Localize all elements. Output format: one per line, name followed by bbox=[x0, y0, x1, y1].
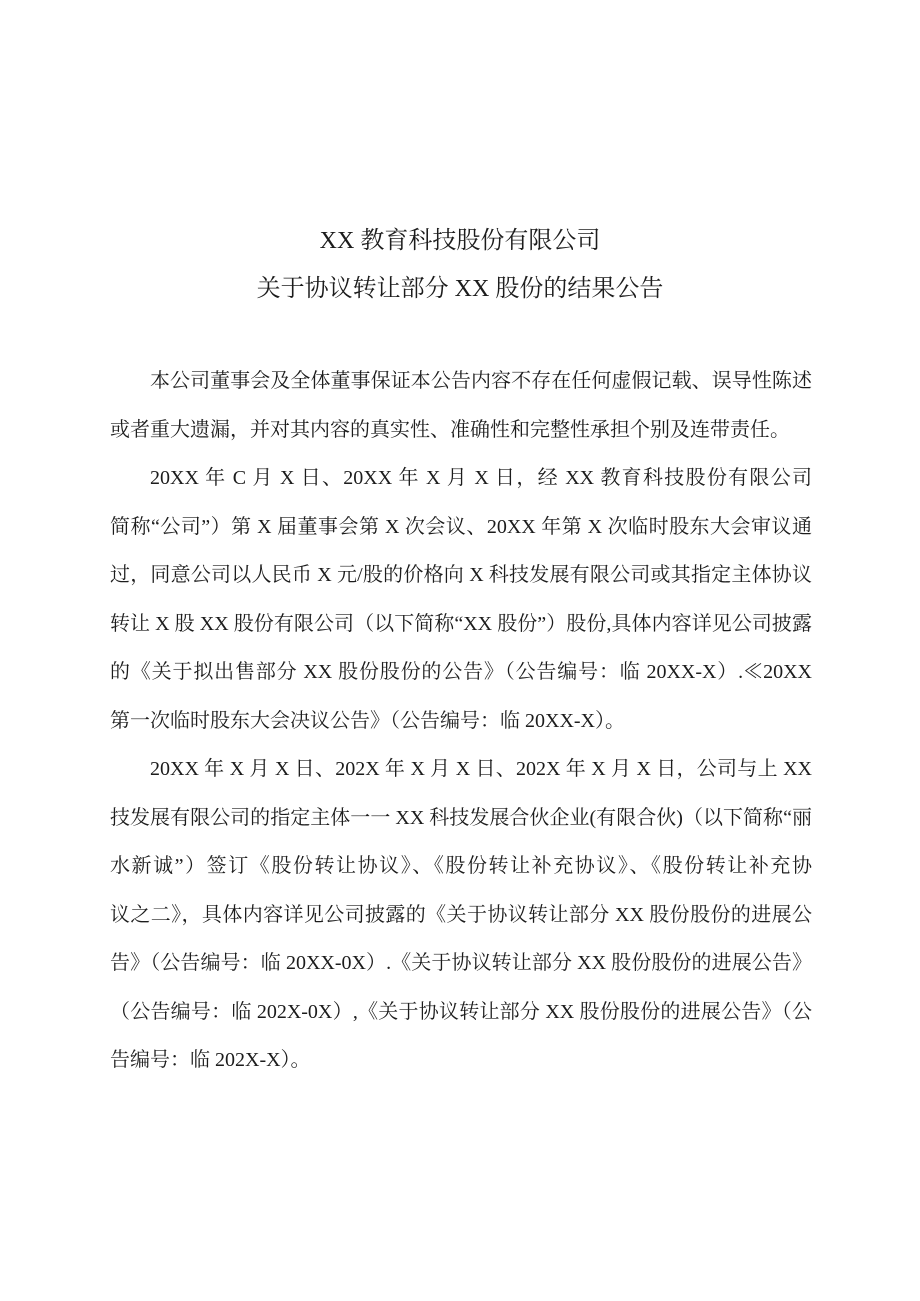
body-line: 20XX 年 C 月 X 日、20XX 年 X 月 X 日，经 XX 教育科技股份有限公司 bbox=[150, 467, 812, 489]
body-line: 议之二》，具体内容详见公司披露的《关于协议转让部分 XX 股份股份的进展公 bbox=[110, 903, 812, 926]
paragraph-background bbox=[110, 454, 812, 745]
body-line: 水新诚”）签订《股份转让协议》、《股份转让补充协议》、《股份转让补充协 bbox=[110, 855, 812, 877]
announcement-heading: 关于协议转让部分 XX 股份的结果公告 bbox=[256, 276, 664, 302]
body-line: 第一次临时股东大会决议公告》（公告编号：临 20XX-X）。 bbox=[110, 709, 625, 732]
paragraph-disclaimer bbox=[110, 357, 812, 454]
body-line: （公告编号：临 202X-0X）,《关于协议转让部分 XX 股份股份的进展公告》（公 bbox=[110, 1000, 812, 1023]
body-line: 本公司董事会及全体董事保证本公告内容不存在任何虚假记载、误导性陈述 bbox=[150, 370, 812, 392]
body-line: 技发展有限公司的指定主体一一 XX 科技发展合伙企业(有限合伙)（以下简称“丽 bbox=[110, 806, 812, 829]
document-body bbox=[110, 357, 812, 1085]
paragraph-agreements bbox=[110, 745, 812, 1085]
body-line: 或者重大遗漏，并对其内容的真实性、准确性和完整性承担个别及连带责任。 bbox=[110, 418, 790, 441]
body-line: 简称“公司”）第 X 届董事会第 X 次会议、20XX 年第 X 次临时股东大会审议通 bbox=[110, 515, 812, 538]
body-line: 过，同意公司以人民币 X 元/股的价格向 X 科技发展有限公司或其指定主体协议 bbox=[110, 564, 812, 586]
company-name-heading: XX 教育科技股份有限公司 bbox=[319, 228, 601, 254]
body-line: 的《关于拟出售部分 XX 股份股份的公告》（公告编号：临 20XX-X）.≪20XX bbox=[110, 661, 812, 683]
body-line: 20XX 年 X 月 X 日、202X 年 X 月 X 日、202X 年 X 月 X 日，公司与上 XX bbox=[150, 758, 812, 780]
document-title bbox=[0, 217, 920, 313]
body-line: 告》（公告编号：临 20XX-0X）.《关于协议转让部分 XX 股份股份的进展公告》 bbox=[110, 952, 812, 974]
body-line: 转让 X 股 XX 股份有限公司（以下简称“XX 股份”）股份,具体内容详见公司披露 bbox=[110, 612, 812, 635]
body-line: 告编号：临 202X-X）。 bbox=[110, 1049, 311, 1071]
